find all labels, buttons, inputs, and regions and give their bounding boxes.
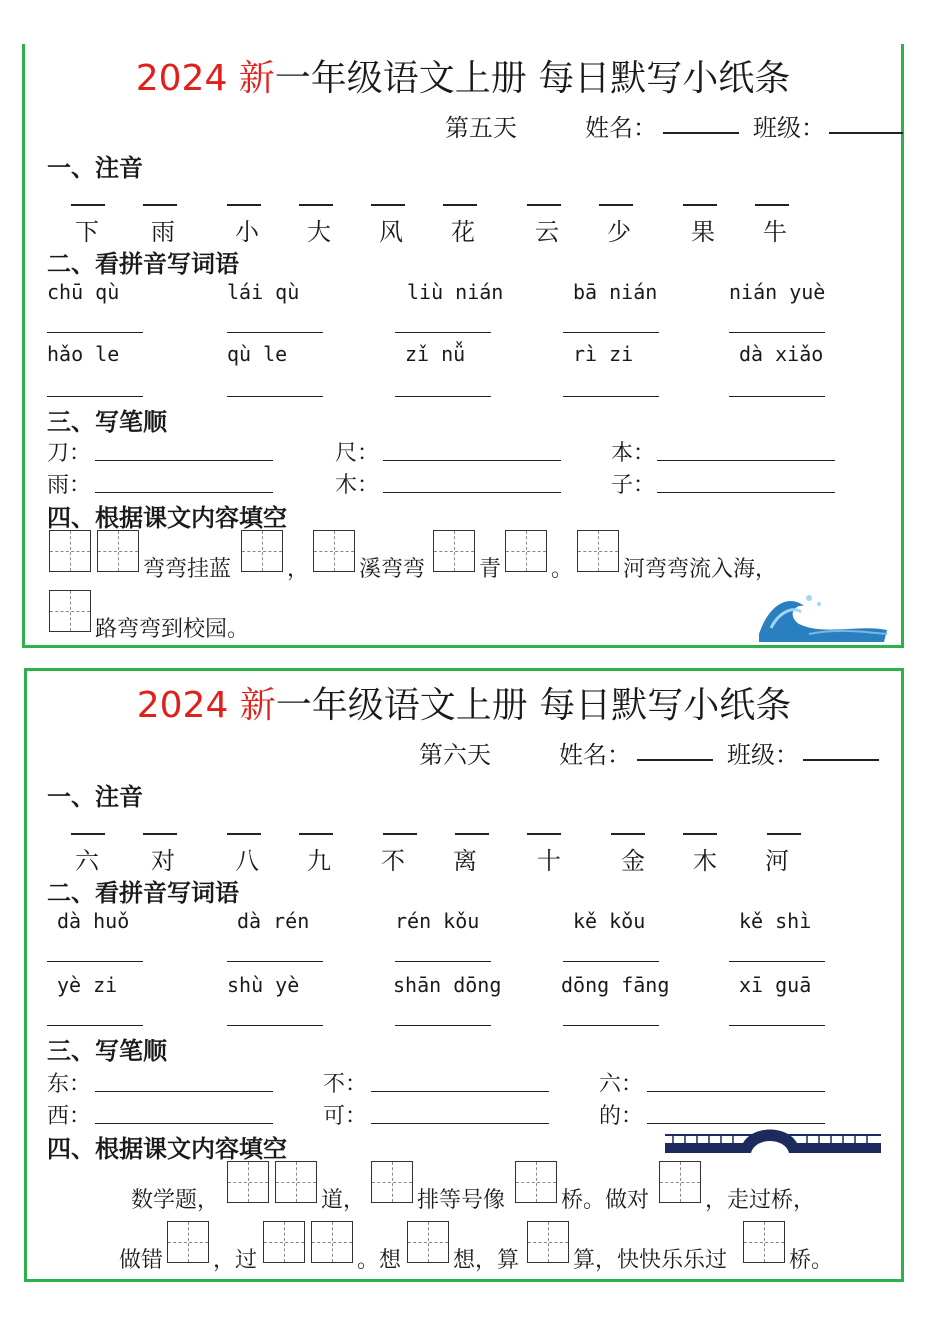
pinyin-prompt: qù le xyxy=(227,342,288,366)
stroke-label: 尺： xyxy=(335,441,380,466)
worksheet-title xyxy=(27,677,901,728)
char-item: 大 xyxy=(307,218,331,246)
pinyin-blank[interactable] xyxy=(227,833,261,835)
stroke-label: 不： xyxy=(323,1072,368,1097)
pinyin-blank[interactable] xyxy=(383,833,417,835)
fill-text: 排等号像 xyxy=(417,1188,506,1213)
fill-text: 桥。做对 xyxy=(561,1188,650,1213)
pinyin-prompt: chū qù xyxy=(47,280,120,304)
char-grid-box[interactable] xyxy=(49,590,91,632)
section-stroke-order: 三、写笔顺 xyxy=(47,408,167,436)
pinyin-blank[interactable] xyxy=(71,833,105,835)
title-text: 一年级语文上册 每日默写小纸条 xyxy=(275,685,792,726)
answer-line[interactable] xyxy=(227,396,323,397)
char-grid-box[interactable] xyxy=(407,1221,449,1263)
char-grid-box[interactable] xyxy=(527,1221,569,1263)
name-blank[interactable] xyxy=(663,132,739,134)
pinyin-blank[interactable] xyxy=(767,833,801,835)
char-item: 小 xyxy=(235,218,259,246)
char-grid-box[interactable] xyxy=(371,1161,413,1203)
section-pinyin-words: 二、看拼音写词语 xyxy=(47,250,239,278)
pinyin-blank[interactable] xyxy=(755,204,789,206)
char-item: 对 xyxy=(151,847,175,875)
char-item: 八 xyxy=(235,847,259,875)
char-item: 木 xyxy=(693,847,717,875)
answer-line[interactable] xyxy=(563,396,659,397)
pinyin-prompt: nián yuè xyxy=(729,280,826,304)
pinyin-prompt: dōng fāng xyxy=(561,973,670,997)
answer-line[interactable] xyxy=(227,961,323,962)
fill-text: 溪弯弯 xyxy=(359,557,426,582)
char-grid-box[interactable] xyxy=(433,530,475,572)
stroke-line[interactable] xyxy=(95,1123,273,1124)
fill-text: 路弯弯到校园。 xyxy=(95,617,250,642)
pinyin-prompt: rì zi xyxy=(573,342,634,366)
answer-line[interactable] xyxy=(227,1025,323,1026)
worksheet-day5 xyxy=(22,44,904,648)
pinyin-prompt: bā nián xyxy=(573,280,658,304)
fill-text: 数学题， xyxy=(131,1188,220,1213)
fill-text: ，过 xyxy=(213,1248,258,1273)
stroke-label: 本： xyxy=(611,441,656,466)
stroke-line[interactable] xyxy=(383,492,561,493)
section-fill-text: 四、根据课文内容填空 xyxy=(47,504,287,532)
char-item: 少 xyxy=(607,218,631,246)
worksheet-day6 xyxy=(24,668,904,1282)
pinyin-prompt: yè zi xyxy=(57,973,118,997)
section-phonetic: 一、注音 xyxy=(47,783,143,811)
char-grid-box[interactable] xyxy=(263,1221,305,1263)
stroke-label: 东： xyxy=(47,1072,92,1097)
stroke-line[interactable] xyxy=(95,460,273,461)
char-item: 果 xyxy=(691,218,715,246)
stroke-line[interactable] xyxy=(371,1123,549,1124)
answer-line[interactable] xyxy=(563,332,659,333)
fill-text: 桥。 xyxy=(789,1248,834,1273)
pinyin-prompt: dà huǒ xyxy=(57,909,130,933)
name-blank[interactable] xyxy=(637,759,713,761)
name-label: 姓名： xyxy=(585,114,657,142)
char-grid-box[interactable] xyxy=(275,1161,317,1203)
stroke-label: 的： xyxy=(599,1104,644,1129)
char-grid-box[interactable] xyxy=(227,1161,269,1203)
char-grid-box[interactable] xyxy=(515,1161,557,1203)
char-item: 风 xyxy=(379,218,403,246)
answer-line[interactable] xyxy=(563,1025,659,1026)
char-item: 十 xyxy=(537,847,561,875)
answer-line[interactable] xyxy=(47,396,143,397)
pinyin-prompt: kě shì xyxy=(739,909,812,933)
pinyin-prompt: rén kǒu xyxy=(395,909,480,933)
char-grid-box[interactable] xyxy=(313,530,355,572)
stroke-label: 六： xyxy=(599,1072,644,1097)
fill-text: 道， xyxy=(321,1188,366,1213)
pinyin-blank[interactable] xyxy=(683,204,717,206)
pinyin-blank[interactable] xyxy=(611,833,645,835)
answer-line[interactable] xyxy=(395,961,491,962)
stroke-label: 可： xyxy=(323,1104,368,1129)
pinyin-prompt: hǎo le xyxy=(47,342,120,366)
fill-text: 做错 xyxy=(119,1248,164,1273)
char-item: 云 xyxy=(535,218,559,246)
title-year: 2024 新 xyxy=(136,685,276,726)
stroke-line[interactable] xyxy=(95,492,273,493)
pinyin-prompt: xī guā xyxy=(739,973,812,997)
char-grid-box[interactable] xyxy=(167,1221,209,1263)
stroke-label: 子： xyxy=(611,473,656,498)
section-pinyin-words: 二、看拼音写词语 xyxy=(47,879,239,907)
stroke-line[interactable] xyxy=(647,1091,825,1092)
fill-text: 。想 xyxy=(357,1248,402,1273)
stroke-label: 刀： xyxy=(47,441,92,466)
char-grid-box[interactable] xyxy=(505,530,547,572)
fill-text: ，走过桥， xyxy=(705,1188,816,1213)
answer-line[interactable] xyxy=(729,1025,825,1026)
fill-text: 弯弯挂蓝 xyxy=(143,557,232,582)
char-grid-box[interactable] xyxy=(49,530,91,572)
pinyin-blank[interactable] xyxy=(143,833,177,835)
pinyin-blank[interactable] xyxy=(599,204,633,206)
stroke-line[interactable] xyxy=(383,460,561,461)
stroke-line[interactable] xyxy=(371,1091,549,1092)
day-label: 第五天 xyxy=(445,114,517,142)
char-item: 六 xyxy=(75,847,99,875)
title-text: 一年级语文上册 每日默写小纸条 xyxy=(274,58,791,99)
class-blank[interactable] xyxy=(803,759,879,761)
char-item: 河 xyxy=(765,847,789,875)
stroke-label: 木： xyxy=(335,473,380,498)
pinyin-prompt: dà xiǎo xyxy=(739,342,824,366)
char-item: 花 xyxy=(451,218,475,246)
pinyin-blank[interactable] xyxy=(71,204,105,206)
stroke-label: 雨： xyxy=(47,473,92,498)
class-label: 班级： xyxy=(753,114,825,142)
char-grid-box[interactable] xyxy=(97,530,139,572)
fill-text: ， xyxy=(287,557,310,582)
pinyin-prompt: kě kǒu xyxy=(573,909,646,933)
char-grid-box[interactable] xyxy=(743,1221,785,1263)
answer-line[interactable] xyxy=(729,396,825,397)
char-item: 离 xyxy=(453,847,477,875)
name-label: 姓名： xyxy=(559,741,631,769)
char-grid-box[interactable] xyxy=(577,530,619,572)
answer-line[interactable] xyxy=(563,961,659,962)
answer-line[interactable] xyxy=(395,1025,491,1026)
pinyin-blank[interactable] xyxy=(371,204,405,206)
pinyin-prompt: shù yè xyxy=(227,973,300,997)
pinyin-blank[interactable] xyxy=(299,204,333,206)
worksheet-title xyxy=(25,50,901,101)
fill-text: 算，快快乐乐过 xyxy=(573,1248,728,1273)
fill-text: 河弯弯流入海， xyxy=(623,557,778,582)
pinyin-prompt: dà rén xyxy=(237,909,310,933)
class-blank[interactable] xyxy=(829,132,903,134)
bridge-icon xyxy=(663,1121,883,1157)
section-phonetic: 一、注音 xyxy=(47,154,143,182)
wave-icon xyxy=(749,584,889,644)
stroke-line[interactable] xyxy=(95,1091,273,1092)
fill-text: 青 xyxy=(479,557,502,582)
stroke-line[interactable] xyxy=(657,460,835,461)
answer-line[interactable] xyxy=(729,961,825,962)
day-label: 第六天 xyxy=(419,741,491,769)
char-item: 下 xyxy=(75,218,99,246)
char-item: 雨 xyxy=(151,218,175,246)
section-fill-text: 四、根据课文内容填空 xyxy=(47,1135,287,1163)
pinyin-prompt: shān dōng xyxy=(393,973,502,997)
class-label: 班级： xyxy=(727,741,799,769)
char-item: 牛 xyxy=(763,218,787,246)
pinyin-blank[interactable] xyxy=(443,204,477,206)
answer-line[interactable] xyxy=(47,332,143,333)
stroke-label: 西： xyxy=(47,1104,92,1129)
char-item: 金 xyxy=(621,847,645,875)
pinyin-blank[interactable] xyxy=(299,833,333,835)
answer-line[interactable] xyxy=(395,332,491,333)
pinyin-blank[interactable] xyxy=(143,204,177,206)
answer-line[interactable] xyxy=(729,332,825,333)
pinyin-blank[interactable] xyxy=(527,833,561,835)
char-grid-box[interactable] xyxy=(659,1161,701,1203)
fill-text: 。 xyxy=(551,557,574,582)
char-grid-box[interactable] xyxy=(241,530,283,572)
char-item: 九 xyxy=(307,847,331,875)
pinyin-blank[interactable] xyxy=(527,204,561,206)
stroke-line[interactable] xyxy=(657,492,835,493)
answer-line[interactable] xyxy=(395,396,491,397)
answer-line[interactable] xyxy=(227,332,323,333)
pinyin-blank[interactable] xyxy=(683,833,717,835)
answer-line[interactable] xyxy=(47,961,143,962)
fill-text: 想，算 xyxy=(453,1248,520,1273)
pinyin-prompt: zǐ nǚ xyxy=(405,342,466,366)
title-year: 2024 新 xyxy=(135,58,275,99)
pinyin-blank[interactable] xyxy=(227,204,261,206)
pinyin-prompt: lái qù xyxy=(227,280,300,304)
section-stroke-order: 三、写笔顺 xyxy=(47,1037,167,1065)
char-grid-box[interactable] xyxy=(311,1221,353,1263)
pinyin-prompt: liù nián xyxy=(407,280,504,304)
char-item: 不 xyxy=(381,847,405,875)
pinyin-blank[interactable] xyxy=(455,833,489,835)
answer-line[interactable] xyxy=(47,1025,143,1026)
